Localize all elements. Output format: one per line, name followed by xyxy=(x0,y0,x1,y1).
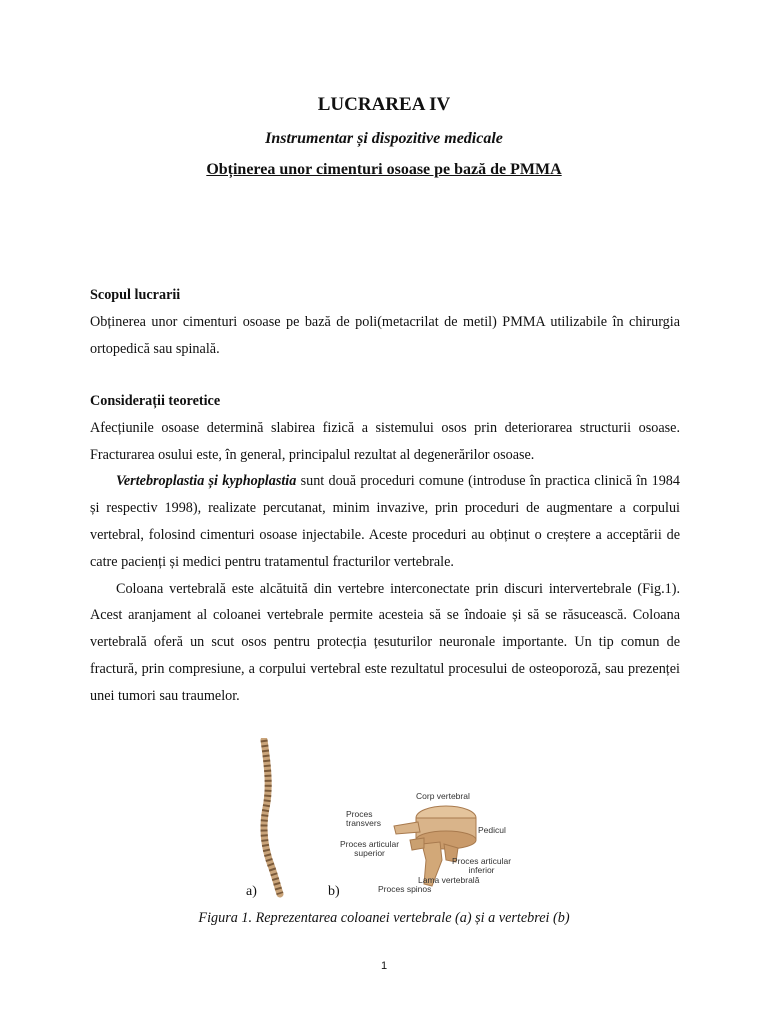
section-theory xyxy=(90,388,680,710)
figure-caption: Figura 1. Reprezentarea coloanei vertebrale (a) și a vertebrei (b) xyxy=(198,910,570,926)
procedure-names: Vertebroplastia și kyphoplastia xyxy=(116,473,297,490)
document-subtitle: Instrumentar și dispozitive medicale xyxy=(265,130,503,147)
section-heading-purpose: Scopul lucrarii xyxy=(90,287,181,303)
paragraph-theory-2 xyxy=(90,468,680,575)
paragraph-theory-3: Coloana vertebrală este alcătuită din vertebre interconectate prin discuri intervertebrale (Fig.1). Acest aranjament al coloanei vertebrale permite acesteia să se îndoaie și să se răsucească. Coloana vertebrală oferă un scut osos pentru protecția țesuturilor neuronale importante. Un tip comun de fractură, prin compresiune, a corpului vertebral este rezultatul procesului de osteoporoză, sau prezenței unei tumori sau traumelor. xyxy=(90,580,680,704)
page-number: 1 xyxy=(380,960,388,972)
label-lama-vertebrala: Lama vertebrală xyxy=(418,875,480,885)
label-pedicul: Pedicul xyxy=(478,825,506,835)
section-heading-theory: Considerații teoretice xyxy=(90,393,221,409)
label-proces-articular-superior: Proces articular superior xyxy=(340,839,400,858)
label-corp-vertebral: Corp vertebral xyxy=(416,791,470,801)
section-purpose xyxy=(90,282,680,362)
label-proces-articular-inferior: Proces articular inferior xyxy=(452,856,512,875)
document-title: LUCRAREA IV xyxy=(317,94,451,115)
figure-label-b: b) xyxy=(328,884,340,899)
label-proces-transvers: Proces transvers xyxy=(346,809,381,828)
figure-label-a: a) xyxy=(246,884,257,899)
paragraph-purpose: Obținerea unor cimenturi osoase pe bază de poli(metacrilat de metil) PMMA utilizabile în chirurgia ortopedică sau spinală. xyxy=(90,313,680,357)
paragraph-theory-2-text: sunt două proceduri comune (introduse în practica clinică în 1984 și respectiv 1998), realizate percutanat, minim invazive, prin proceduri de augmentare a corpului vertebral, folosind cimenturi osoase injectabile. Aceste proceduri au obținut o creștere a acceptării de catre pacienți și medici pentru tratamentul fracturilor vertebrale. xyxy=(90,473,680,570)
document-topic: Obținerea unor cimenturi osoase pe bază de PMMA xyxy=(206,161,562,178)
label-proces-spinos: Proces spinos xyxy=(378,884,432,894)
spine-illustration xyxy=(250,738,286,898)
paragraph-theory-1: Afecțiunile osoase determină slabirea fizică a sistemului osos prin deteriorarea structurii osoase. Fracturarea osului este, în general, principalul rezultat al degenerărilor osoase. xyxy=(90,419,680,463)
